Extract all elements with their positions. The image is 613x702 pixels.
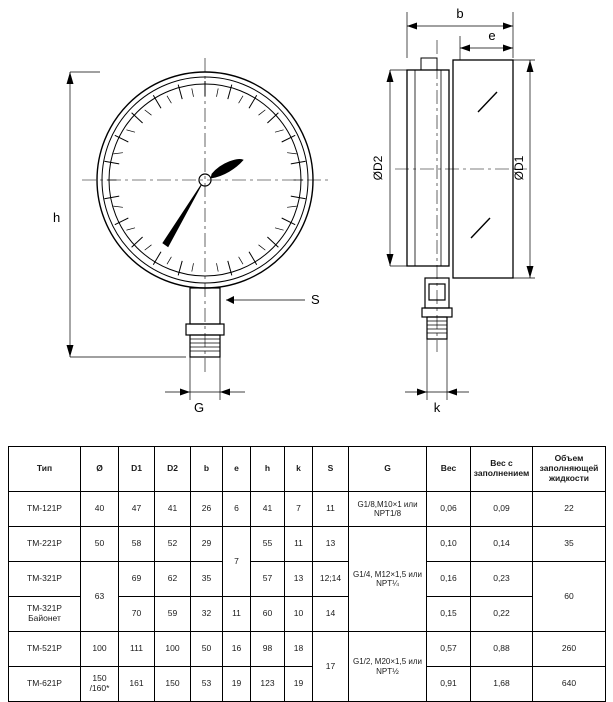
header-s: S bbox=[313, 447, 349, 492]
table-row bbox=[9, 527, 606, 562]
cell-weight: 0,10 bbox=[427, 527, 471, 562]
cell-d1: 161 bbox=[119, 667, 155, 702]
label-S: S bbox=[311, 292, 320, 307]
cell-weight-filled: 0,88 bbox=[471, 632, 533, 667]
label-D1: ØD1 bbox=[512, 155, 526, 181]
cell-diameter: 63 bbox=[81, 562, 119, 632]
cell-d2: 62 bbox=[155, 562, 191, 597]
cell-b: 26 bbox=[191, 492, 223, 527]
cell-h: 55 bbox=[251, 527, 285, 562]
k-arrow-left bbox=[417, 389, 427, 396]
cell-s: 11 bbox=[313, 492, 349, 527]
cell-weight-filled: 0,09 bbox=[471, 492, 533, 527]
cell-d2: 100 bbox=[155, 632, 191, 667]
cell-diameter: 100 bbox=[81, 632, 119, 667]
cell-e: 16 bbox=[223, 632, 251, 667]
header-d1: D1 bbox=[119, 447, 155, 492]
cell-s: 13 bbox=[313, 527, 349, 562]
header-type: Тип bbox=[9, 447, 81, 492]
side-view-group bbox=[371, 6, 535, 415]
cell-d1: 47 bbox=[119, 492, 155, 527]
cell-b: 29 bbox=[191, 527, 223, 562]
cell-d2: 150 bbox=[155, 667, 191, 702]
d1-arrow-bottom bbox=[527, 266, 534, 278]
cell-diameter: 150 /160* bbox=[81, 667, 119, 702]
cell-volume: 35 bbox=[533, 527, 606, 562]
cell-d2: 41 bbox=[155, 492, 191, 527]
h-dimension bbox=[70, 72, 186, 357]
header-k: k bbox=[285, 447, 313, 492]
cell-k: 7 bbox=[285, 492, 313, 527]
e-arrow-left bbox=[460, 45, 470, 52]
cell-k: 10 bbox=[285, 597, 313, 632]
cell-volume: 260 bbox=[533, 632, 606, 667]
cell-s: 14 bbox=[313, 597, 349, 632]
e-arrow-right bbox=[503, 45, 513, 52]
label-h: h bbox=[53, 210, 61, 225]
h-arrow-top bbox=[67, 72, 74, 84]
cell-type: ТМ-321Р bbox=[9, 562, 81, 597]
cell-weight-filled: 1,68 bbox=[471, 667, 533, 702]
g-arrow-left bbox=[180, 389, 190, 396]
cell-type: ТМ-121Р bbox=[9, 492, 81, 527]
cell-type: ТМ-221Р bbox=[9, 527, 81, 562]
cell-weight: 0,57 bbox=[427, 632, 471, 667]
header-diameter: Ø bbox=[81, 447, 119, 492]
b-arrow-left bbox=[407, 23, 417, 30]
d2-arrow-top bbox=[387, 70, 394, 82]
cell-h: 98 bbox=[251, 632, 285, 667]
cell-volume: 60 bbox=[533, 562, 606, 632]
cell-h: 60 bbox=[251, 597, 285, 632]
cell-weight-filled: 0,22 bbox=[471, 597, 533, 632]
table-row bbox=[9, 562, 606, 597]
cell-s: 12;14 bbox=[313, 562, 349, 597]
g-arrow-right bbox=[220, 389, 230, 396]
cell-s: 17 bbox=[313, 632, 349, 702]
header-d2: D2 bbox=[155, 447, 191, 492]
cell-type: ТМ-621Р bbox=[9, 667, 81, 702]
side-vent-block bbox=[421, 58, 437, 70]
cell-e: 7 bbox=[223, 527, 251, 597]
cell-diameter: 40 bbox=[81, 492, 119, 527]
cell-type: ТМ-321Р Байонет bbox=[9, 597, 81, 632]
cell-volume: 640 bbox=[533, 667, 606, 702]
header-b: b bbox=[191, 447, 223, 492]
cell-g: G1/4, M12×1,5 или NPT¼ bbox=[349, 527, 427, 632]
cell-d1: 69 bbox=[119, 562, 155, 597]
cell-b: 53 bbox=[191, 667, 223, 702]
dial-logo-mark bbox=[211, 160, 243, 178]
cell-b: 35 bbox=[191, 562, 223, 597]
cell-volume: 22 bbox=[533, 492, 606, 527]
cell-k: 13 bbox=[285, 562, 313, 597]
table-header-row bbox=[9, 447, 606, 492]
d1-arrow-top bbox=[527, 60, 534, 72]
header-weight: Вес bbox=[427, 447, 471, 492]
front-view-group bbox=[53, 58, 328, 415]
b-arrow-right bbox=[503, 23, 513, 30]
cell-weight-filled: 0,23 bbox=[471, 562, 533, 597]
gauge-case-outer bbox=[97, 72, 313, 288]
cell-d1: 111 bbox=[119, 632, 155, 667]
header-h: h bbox=[251, 447, 285, 492]
cell-g: G1/2, M20×1,5 или NPT½ bbox=[349, 632, 427, 702]
header-e: e bbox=[223, 447, 251, 492]
specification-table bbox=[8, 446, 606, 702]
cell-h: 123 bbox=[251, 667, 285, 702]
label-D2: ØD2 bbox=[371, 155, 385, 181]
glass-highlight bbox=[471, 92, 497, 238]
header-weight-filled: Вес с заполнением bbox=[471, 447, 533, 492]
table-row bbox=[9, 632, 606, 667]
cell-b: 32 bbox=[191, 597, 223, 632]
cell-g: G1/8,M10×1 или NPT1/8 bbox=[349, 492, 427, 527]
label-b: b bbox=[456, 6, 464, 21]
cell-k: 19 bbox=[285, 667, 313, 702]
cell-weight: 0,06 bbox=[427, 492, 471, 527]
cell-b: 50 bbox=[191, 632, 223, 667]
cell-d1: 58 bbox=[119, 527, 155, 562]
front-view-centrelines bbox=[82, 58, 328, 372]
cell-h: 41 bbox=[251, 492, 285, 527]
cell-weight: 0,16 bbox=[427, 562, 471, 597]
cell-type: ТМ-521Р bbox=[9, 632, 81, 667]
label-e: e bbox=[488, 28, 496, 43]
cell-h: 57 bbox=[251, 562, 285, 597]
pointer-needle bbox=[163, 185, 202, 247]
header-volume: Объем заполняющей жидкости bbox=[533, 447, 606, 492]
cell-e: 6 bbox=[223, 492, 251, 527]
table-row bbox=[9, 667, 606, 702]
cell-diameter: 50 bbox=[81, 527, 119, 562]
d2-arrow-bottom bbox=[387, 254, 394, 266]
specification-table-wrapper bbox=[8, 446, 605, 702]
cell-k: 11 bbox=[285, 527, 313, 562]
cell-k: 18 bbox=[285, 632, 313, 667]
cell-e: 19 bbox=[223, 667, 251, 702]
cell-weight-filled: 0,14 bbox=[471, 527, 533, 562]
label-G: G bbox=[193, 400, 205, 415]
side-case-body bbox=[407, 70, 449, 266]
cell-d2: 59 bbox=[155, 597, 191, 632]
s-leader-arrow bbox=[226, 296, 234, 304]
label-k: k bbox=[433, 400, 441, 415]
cell-d2: 52 bbox=[155, 527, 191, 562]
cell-d1: 70 bbox=[119, 597, 155, 632]
table-row bbox=[9, 492, 606, 527]
cell-weight: 0,91 bbox=[427, 667, 471, 702]
d2-dimension bbox=[390, 70, 407, 266]
k-arrow-right bbox=[447, 389, 457, 396]
cell-e: 11 bbox=[223, 597, 251, 632]
h-arrow-bottom bbox=[67, 345, 74, 357]
cell-weight: 0,15 bbox=[427, 597, 471, 632]
header-g: G bbox=[349, 447, 427, 492]
